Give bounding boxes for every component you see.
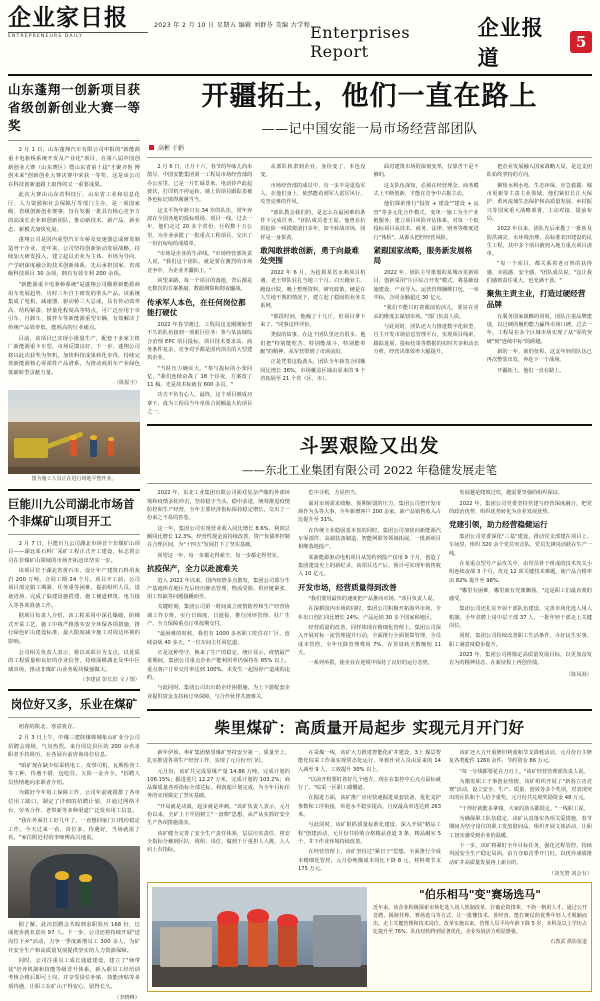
promo-signature: 石教武 摄影报道: [550, 939, 587, 946]
promo-box: [147, 882, 592, 992]
paragraph: 进入 2022 年以来，国内疫情多点散发，集团公司部分生产基地所在地区先后经历静态管理，物流受阻、供应链紧张、用工短缺等问题接踵而至。: [147, 577, 290, 601]
left-column: [8, 81, 140, 1001]
paragraph: "哪里有困难，哪里就有党旗飘扬。"这是职工们最直观的感受。: [449, 587, 592, 603]
paragraph: "开局就是决战，起步就是冲刺。"该矿负责人表示，元月份以来，全矿上下牢固树立"一盘棋"思想，从严从实抓好安全生产各项措施落实。: [147, 803, 290, 827]
paragraph: 同时，公司注重员工成长通道建设，建立了"师带徒"培养机制和技能等级晋升体系，新入职员工经培训考核合格后即可上岗，并享受岗位补贴、技能津贴等多项待遇，让职工在矿山干得安心、留得长久。: [8, 958, 140, 990]
paragraph: 一系列举措，使企业在逆境中保持了良好的运行态势。: [308, 660, 433, 667]
paragraph: 在服务国家战略的同时，团队注重品牌建设，以过硬的履约能力赢得市场口碑。过去一年，工程局在多个区域市场实现了从"零的突破"到"连续中标"的跨越。: [486, 313, 592, 345]
paragraph: 据项目负责人介绍，该工程采用中深孔爆破、阶梯式开采工艺，施工中将严格落实安全环保各项措施，推行绿色矿山建设标准，最大限度减少施工对周边环境的影响。: [8, 613, 140, 645]
paragraph: 功夫不负有心人。最终，这个项目被成功拿下，成为工程局当年单体合同额最大的项目之一。: [147, 392, 253, 416]
paragraph: 面对市场需求收缩、预期转弱的压力，集团公司把开发市场作为头等大事，全年新增客户 200 余家，新产品销售收入占比提升至 31%。: [298, 500, 441, 524]
paragraph: "部队教会我们的，是怎么在最困难的条件下完成任务。"团队成员老王说。他曾在抗洪抢险一线摸爬滚打多年，如今转战市场，同样是一身拼劲。: [260, 209, 366, 241]
paragraph: 蓬翔公司是国内重型汽车车桥及变速器总成研发制造骨干企业，近年来，公司坚持创新驱动发展战略，持续加大研发投入，建立起以企业为主体、市场为导向、产学研深度融合的技术创新体系，先后承担国家、省部级科技项目 30 余项，拥有有效专利 200 余项。: [8, 237, 140, 278]
article1-columns: [147, 163, 592, 418]
left-section2-title: 巨能川九公司湖北市场首个非煤矿山项目开工: [8, 497, 135, 528]
article1-col-4: [487, 163, 592, 418]
promo-photo-workers: [152, 887, 367, 987]
paragraph: 2022 年，东北工业集团有限公司面对复杂严峻的外部环境和疫情多轮冲击，坚持稳字当头、稳中求进，统筹推进疫情防控和生产经营，全年主要经济指标保持稳定增长，交出了一份来之不易的答卷。: [147, 490, 290, 522]
promo-body: 近年来，该企业积极探索市场化选人用人机制改革，打破论资排辈，不拘一格用人才。通过公开竞聘、揭榜挂帅、赛场选马等方式，让一批懂技术、善经营、能打硬仗的优秀年轻人才脱颖而出，走上关键管理和技术岗位。改革实施以来，管理人员平均年龄下降 5 岁，本科及以上学历占比提升至 76%，队伍结构得到显著优化，企业发展活力明显增强。: [373, 905, 587, 935]
paragraph: 公司相关负责人表示，将以该项目为支点，以优质的工程质量和良好的企业信誉，持续深耕湖北及华中区域市场，推动非煤矿山业务板块做强做大。: [8, 649, 140, 673]
article2-columns: [147, 489, 592, 703]
divider: [147, 709, 592, 711]
paragraph: "每一分钱都要花在刀刃上。"该矿经营管理部负责人说。: [459, 768, 589, 775]
paragraph: 该矿健全完善了安全生产责任体系，层层压实责任，将安全指标分解到区队、班组、岗位，做到千斤重担人人挑、人人肩上有指标。: [147, 830, 290, 854]
paragraph: 初春的陕北，寒意犹存。: [18, 724, 78, 731]
article1-col-1: [147, 163, 252, 418]
article1-tag: [149, 143, 592, 152]
paragraph: 这支平均年龄只有 34 岁的队伍，常年奔波在全国各地的投标现场、项目一线。过去一年，他们走过 20 多个省份，行程数十万公里，为企业承揽了一批重点工程项目，交出了一份沉甸甸的成绩单。: [147, 207, 253, 247]
paragraph: 与此同时，团队还大力推进数字化转型，自主开发市场信息管理平台，实现项目线索、跟踪进展、投标结果等数据的实时共享和动态分析，经营决策效率大幅提升。: [373, 323, 479, 355]
paragraph: 关键时刻，集团公司第一时间成立疫情防控和生产经营协调工作专班，实行日调度、日通报，推行闭环管理、驻厂生产，全力保障重点订单按期交付。: [147, 604, 290, 628]
paragraph: "我在外面打工好几年了，一直想回家门口找份稳定工作，今天过来一看，岗位多、待遇好，当场就报了名。"家住附近村的李师傅高兴地说。: [8, 818, 140, 842]
divider: [147, 424, 592, 426]
paragraph: 他们探索推行"投资 + 建设""建设 + 运营"等多元化合作模式，变单一施工为全产业链服务；建立项目风险评估体系，对每一个拟投标项目从技术、商务、法律、财务等维度进行"体检"，从源头把控经营风险。: [373, 201, 479, 241]
logo-title-en: ENTREPRENEURS DAILY: [8, 32, 148, 39]
paragraph: 危中寻机，方显担当。: [308, 490, 361, 497]
page-columns: [8, 81, 592, 1001]
paragraph: 正是这种坚守，换来了生产的稳定。统计显示，疫情最严重期间，集团公司重点企业产能利用率仍保持在 85% 以上，重点客户订单交付率达到 100%，未发生一起因停产造成的违约。: [147, 650, 290, 681]
paragraph: 从部队转隶到企业，身份变了，本色没变。: [260, 164, 366, 179]
masthead-section: [310, 6, 592, 72]
paragraph: 为做好今年用工保障工作，公司年前就摸排了各单位用工缺口，制定了详细的招聘计划，并通过网络平台、劳务合作、老带新等多种渠道广泛发布用工信息。: [8, 790, 140, 814]
paragraph: 在某重点型号产品攻关中，由党员骨干组成的技术攻关小组连续奋战 3 个月，攻克 12 项关键技术难题，使产品合格率由 82% 提升至 98%。: [449, 560, 592, 584]
logo-title-cn: 企业家日报: [8, 4, 128, 31]
paragraph: 2022 年春节刚过，工程局这支刚刚转型不久的队伍接到一项艰巨任务：参与某流域综合治理 EPC 项目投标。项目技术要求高、商务条件复杂，竞争对手都是国内顶尖的大型建筑企业。: [147, 321, 253, 362]
paragraph: 2023 年，集团公司将锚定高质量发展目标，以更加奋发有为的精神状态，在新征程上再创佳绩。: [449, 652, 592, 667]
paragraph: 2022 年，团队主导策划的某城市更新项目，创新采用"片区综合开发"模式，将基础设施建设、产业导入、运营管理捆绑打包，一举中标，合同金额超过 30 亿元。: [373, 270, 479, 302]
article3-col-1: [147, 749, 290, 877]
left-lead-byline: （陈振宇）: [114, 380, 140, 387]
paragraph: 为确保职工队伍稳定，该矿认真落实各项关爱措施，春节期间为坚守岗位的职工发放慰问品，组织开展文体活动，让职工切实感受到企业的温暖。: [449, 816, 592, 839]
paragraph: "市场是企业的生命线。"市场经营部负责人说，"我们这个团队，就是要在激烈的市场竞争中，为企业开疆拓土。": [147, 251, 253, 274]
article3-col-2: [298, 749, 441, 877]
square-bullet-icon: [149, 145, 154, 150]
paragraph: 在掘进方面，该矿推广应用快速掘进成套装备，优化支护参数和工序衔接，单进水平稳步提高，月度最高单进达到 263 米。: [298, 795, 441, 819]
paragraph: 发展越是爬坡过坎，越需要坚强的组织保证。: [459, 490, 564, 497]
divider: [8, 489, 140, 491]
paragraph: "我们不能只盯着眼前的活儿，要站在更高的维度去谋划市场。"部门负责人说。: [373, 305, 479, 320]
article3-headline: 柴里煤矿：高质量开局起步 实现元月开门好: [214, 717, 525, 737]
paragraph: 同时，集团公司持续改善职工生活条件，办好民生实事，职工满意度稳步提升。: [449, 633, 592, 648]
divider: [147, 157, 592, 158]
left-section3-byline: （李晓峰）: [114, 994, 140, 1001]
page-number-badge: 5: [570, 31, 592, 53]
left-section2-byline: （李建富 彭长滨 文 / 图）: [79, 677, 140, 684]
paragraph: 2 月 1 日，山东蓬翔汽车有限公司申报的"新能源重卡电驱桥系统开发及产业化"项目，在第八届中国创新创业大赛（山东赛区）暨山东省第十届"才聚齐鲁 博创未来"创新创业大赛决赛中荣获一等奖，这是该公司在科技创新道路上取得的又一重要成果。: [8, 147, 140, 188]
divider: [8, 140, 140, 141]
paragraph: 2022 年以来，团队先后承揽了一批涉及防洪减灾、水环境治理、高标准农田建设的民生工程，其中多个项目被列入地方重点项目清单。: [486, 226, 592, 258]
paragraph: 为激发职工干事创业热情，该矿组织开展了"新春立功竞赛"活动，设立安全、生产、质量、创效等多个奖项，对表现突出的区队和个人给予重奖。元月份共兑现奖励资金 48 万元。: [449, 778, 592, 802]
newspaper-logo: [8, 6, 148, 39]
article1-tag-label: 高彬 于娟: [158, 145, 184, 153]
paragraph: "新能源重卡电驱桥系统"是蓬翔公司瞄准新能源商用车发展趋势，历时三年自主研发的拳头产品。该系统集成了电机、减速器、驱动桥三大总成，具有传动效率高、结构紧凑、轻量化程度高等特点，可广泛应用于牵引车、自卸车、搅拌车等新能源重型车辆，有效解决了传统产品效率低、能耗高的行业痛点。: [8, 282, 140, 331]
paragraph: "我们要用最快的速度把产品推向市场。"项目负责人说。: [308, 596, 438, 603]
left-lead-title: 山东蓬翔一创新项目获省级创新创业大赛一等奖: [8, 82, 140, 134]
paragraph: 元月份，该矿共完成原煤产量 14.86 万吨，完成计划的 106.15%；掘进进尺 12.27 万米，完成计划的 103.2%；商品煤质量各项指标全部达标，利润超计划完成，为全年目标任务的实现奠定了坚实基础。: [147, 768, 290, 800]
paragraph: 这支队伍深知，必须在经营理念、商务模式上不断创新，才能在竞争中占据主动。: [373, 182, 479, 197]
article2-col-2: [298, 489, 441, 703]
paragraph: 据了解，此次招聘会共收到求职简历 168 份，达成初步就业意向 97 人。下一步，公司还将持续开展"送岗位下乡"活动，力争一季度新增员工 300 余人，为矿井安全生产和高质量发展提供坚实的人力资源保障。: [8, 921, 140, 954]
article1-subheading-4: 聚焦主责主业，打造过硬经营品牌: [486, 289, 586, 310]
article2-byline: （陈凤海）: [566, 671, 592, 678]
paragraph: 目前，该项目已实现小批量生产，配套于多家主机厂新能源重卡车型，市场反馈良好。下一步，蓬翔公司将以此次获奖为契机，加快科技成果转化步伐，持续完善新能源核心零部件产品谱系，为推动商用车产业绿色低碳转型贡献力量。: [8, 335, 140, 376]
article2-subheading-2: 开发市场，经营质量得到改善: [298, 582, 397, 592]
article2-col-3: [449, 489, 592, 703]
article1-subheading-1: 传承军人本色，在任何岗位都能打硬仗: [147, 297, 246, 318]
paragraph: 聚焦水利水电、生态环保、应急救援、城市更新等主责主业领域，他们紧盯长江大保护、黄河流域生态保护和高质量发展、乡村振兴等国家重大战略部署，主动对接、提前布局。: [486, 182, 592, 222]
paragraph: "咱矿现在缺少综采机电工、皮带司机、瓦斯检查工等工种，待遇不错，包吃住，五险一金齐全。"招聘人员热情地向求职者介绍。: [8, 762, 140, 786]
article3-byline: （刘光赞 刘会有）: [548, 870, 592, 877]
article1-subheading-2: 敢闯敢拼敢创新，勇于向最难处突围: [260, 245, 359, 266]
paragraph: 2 月 7 日，巨能川九公司湖北市场首个非煤矿山项目——湖北某石料厂采矿工程正式开工建设，标志着公司在非煤矿山领域的市场开拓迈出坚实一步。: [8, 540, 140, 564]
paragraph: 类似的故事，在这个团队里还有很多。他们把"特别能吃苦、特别能战斗、特别能奉献"的精神，从军营带到了市场前沿。: [260, 332, 366, 355]
paragraph: 开疆拓土，他们一直在路上。: [497, 367, 565, 374]
left-section3-body-cont: [8, 921, 140, 992]
article2-headline: 斗罢艰险又出发: [299, 435, 440, 458]
photo-caption: 图为施工人员正在进行场地平整作业。: [31, 476, 117, 483]
paragraph: 新的一年，新的征程。这支年轻的队伍已再次整装出发，奔赴下一个战场。: [486, 348, 592, 364]
paragraph: 面对建筑市场的深刻变革，仅靠苦干是不够的。: [373, 164, 479, 179]
article1-col-3: [374, 163, 479, 418]
paragraph: "当时压力确实大。"参与投标的小张回忆，"我们连续奋战了 18 个昼夜，方案改了 11 稿，光是技术标就有 600 多页。": [147, 365, 253, 389]
paragraph: "以前开机要盯着好几个地方，现在在集控中心点点鼠标就行了。"综采一区职工感慨道。: [298, 776, 441, 792]
article1-col-2: [260, 163, 365, 418]
promo-title: "伯乐相马"变"赛场选马": [419, 887, 541, 901]
paragraph: 某新能源驱动电机项目从签约到投产仅用 9 个月，创造了集团建设史上的新纪录。该项目达产后，预计可实现年销售收入 10 亿元。: [298, 554, 441, 578]
paragraph: 在经营管理上，该矿坚持过"紧日子"思想，全面推行全成本精细化管控，元月份吨煤成本同比下降 8 元，材料费节支 175 万元。: [298, 849, 441, 872]
paragraph: 集团公司党委深化"三基"建设，推动党支部建在项目上、车间里，组织 320 余个党员突击队、党员先锋岗活跃在生产一线。: [449, 533, 592, 557]
article-photo-mine-worker: [8, 846, 140, 918]
paragraph: "干得好就能多拿钱，大家的劲头都很足。"一线职工说。: [459, 805, 589, 812]
article1-subhead: ——记中国安能一局市场经营部团队: [261, 122, 478, 138]
divider: [8, 534, 140, 535]
article2-subheading-3: 党建引领，助力经营稳健运行: [449, 520, 548, 530]
divider: [147, 743, 592, 744]
divider: [8, 689, 140, 691]
left-section3-title: 岗位好又多，乐业在煤矿: [10, 697, 138, 712]
article3-columns: [147, 749, 592, 877]
masthead-meta: 2023 年 2 月 10 日 星期五 编辑 刘群芬 美编 古学和: [154, 22, 311, 29]
paragraph: 在传统主业稳固基本盘的同时，集团公司加快向新能源汽车零部件、高端装备制造、智能网联等领域拓展，一批新项目相继落地投产。: [298, 527, 441, 551]
section-title-en: Enterprises Report: [310, 23, 411, 61]
divider: [8, 717, 140, 718]
left-lead-body: [8, 146, 140, 377]
article-northeast-industry: [147, 431, 592, 703]
left-section2-body: [8, 540, 140, 675]
paragraph: 市场经营部的成员中，有一多半是退役军人。在他们身上，依然能看到军人雷厉风行、攻坚克难的作风。: [260, 182, 366, 206]
paragraph: 在采煤一线，该矿大力推进智能化矿井建设，3上 煤层智能化综采工作面实现常态化运行，单班作业人员由原来的 14 人减至 9 人，工效提升 30% 以上。: [298, 749, 441, 773]
masthead: [8, 0, 592, 76]
paragraph: 集团公司还扎实开展干部队伍建设，完善市场化选人用人机制，全年竞聘上岗中层干部 37 人，一批年轻干部走上关键岗位。: [449, 606, 592, 630]
paragraph: "最困难的时候，我们有 1000 多名职工吃住在厂区，连续奋战 40 多天。"一位车间主任回忆道。: [147, 631, 290, 646]
article2-subheading-1: 抗疫保产，全力以赴渡难关: [147, 563, 239, 573]
paragraph: 与此同时，集团公司出台助企纾困措施，为上下游配套企业提供资金支持和订单保障，与合作伙伴共渡难关。: [147, 685, 290, 700]
divider: [147, 483, 592, 484]
paragraph: 2022 年 6 月，为抢抓某省水利项目机遇，老王带队驻扎当地三个月。白天跑业主、跑设计院，晚上整理资料、研究政策，硬是在人生地不熟的情况下，建立起了稳固的业务关系网。: [260, 270, 366, 310]
article1-subheading-3: 紧跟国家战略，服务新发展格局: [373, 245, 473, 266]
article3-col-3: [449, 749, 592, 877]
main-column: [147, 81, 592, 1001]
paragraph: 正是凭着这股劲头，团队全年新签合同额同比增长 36%，市场覆盖区域由原来的 9 个省拓展至 21 个省（区、市）。: [260, 359, 366, 382]
paragraph: 在深耕国内市场的同时，集团公司积极开拓海外市场，全年出口创汇同比增长 24%，产品远销 30 多个国家和地区。: [298, 606, 441, 621]
article1-headline: 开疆拓土，他们一直在路上: [201, 81, 538, 112]
paragraph: 与此同时，该矿狠抓质量标准化建设，深入开展"精品工程"创建活动，元月份共验收合格精品巷道 3 条、精品硐室 5 个，井下作业环境持续改善。: [298, 822, 441, 846]
paragraph: "每一个项目，都关系着老百姓的获得感、幸福感、安全感。"团队成员说，"这让我们感到责任重大，也充满干劲。": [486, 261, 592, 285]
article2-subhead: ——东北工业集团有限公司 2022 年稳健发展走笔: [241, 463, 498, 478]
paragraph: 回望来路，每一个项目的落地，背后都是无数次的方案推敲、数据测算和彻夜鏖战。: [147, 278, 253, 293]
paragraph: 此次大赛由山东省科技厅、山东省工业和信息化厅、人力资源和社会保障厅等部门主办，是一项国家级、省级创新创业赛事，旨在发掘一批具有核心竞争力的高成长企业和创新团队，推动新技术、新产品、新业态、新模式加快发展。: [8, 192, 140, 233]
paragraph: 回望这一年，每一步都走得艰辛，每一步都走得坚实。: [157, 552, 282, 559]
paragraph: 这一年，集团公司实现营业收入同比增长 8.6%，利润总额同比增长 12.3%，经营性现金流持续改善，资产负债率控制在合理区间，为"十四五"发展打下了坚实基础。: [147, 525, 290, 549]
article-photo-construction: [8, 390, 140, 474]
article-chaili-coal-mine: [147, 716, 592, 877]
paragraph: 该项目位于湖北省黄石市，设计年产建筑石料用灰岩 200 万吨，合同工期 24 个月。项目开工前，公司项目部克服工期紧、任务重等困难，提前组织人员、设备进场，完成了临建设施搭建、施工便道修筑、电力接入等各项准备工作。: [8, 568, 140, 609]
paragraph: 把企业发展融入国家战略大局，是这支团队始终坚持的方向。: [486, 164, 592, 179]
paragraph: 2022 年，集团公司党委坚持党建与经营深度融合，把党的政治优势、组织优势转化为企业发展优势。: [449, 500, 592, 516]
paragraph: 2 月 6 日，正月十六，春节的年味儿尚未散尽，中国安能集团第一工程局市场经营部的办公室里，已是一片忙碌景象。电话铃声此起彼伏，打印机不停运转，墙上的项目跟踪表被各色标记填得满满当当。: [147, 164, 253, 204]
paragraph: 该矿还大力开展修旧利废和节支降耗活动，元月份自主修复各类配件 1260 余件，节约资金 86 万元。: [449, 749, 592, 765]
section-title-cn: 企业报道: [477, 15, 544, 70]
paragraph: 新年伊始，枣矿集团柴里煤矿坚持安全第一、质量至上，扎实推进各项生产经营工作，实现了元月份开门红。: [147, 749, 290, 765]
promo-text-block: [373, 887, 587, 987]
paragraph: 下一步，该矿将紧盯全年目标任务，强化过程管控，持续巩固安全生产稳定局面，奋力夺取首季开门红，以优异成绩推动矿井高质量发展再上新台阶。: [449, 843, 592, 866]
left-section3-body: [8, 723, 140, 843]
paragraph: 经营质量的改善，同样体现在精细化管理上。集团公司深入开展对标一流管理提升行动，全面推行全面预算管理、全员成本管控，全年压降管理费用 7%，存货周转天数缩短 11 天。: [298, 625, 441, 657]
article2-col-1: [147, 489, 290, 703]
paragraph: 2 月 3 日上午，中煤三建陕煤韩城象山矿业分公司招聘会现场，气氛热烈。来自周边县区的 200 余名求职者手持简历，在各展台前咨询岗位信息。: [8, 734, 140, 759]
paragraph: "那段时间，他瘦了十几斤，但项目拿下来了。"同事这样评价。: [260, 313, 366, 328]
article-open-frontier: [147, 81, 592, 418]
